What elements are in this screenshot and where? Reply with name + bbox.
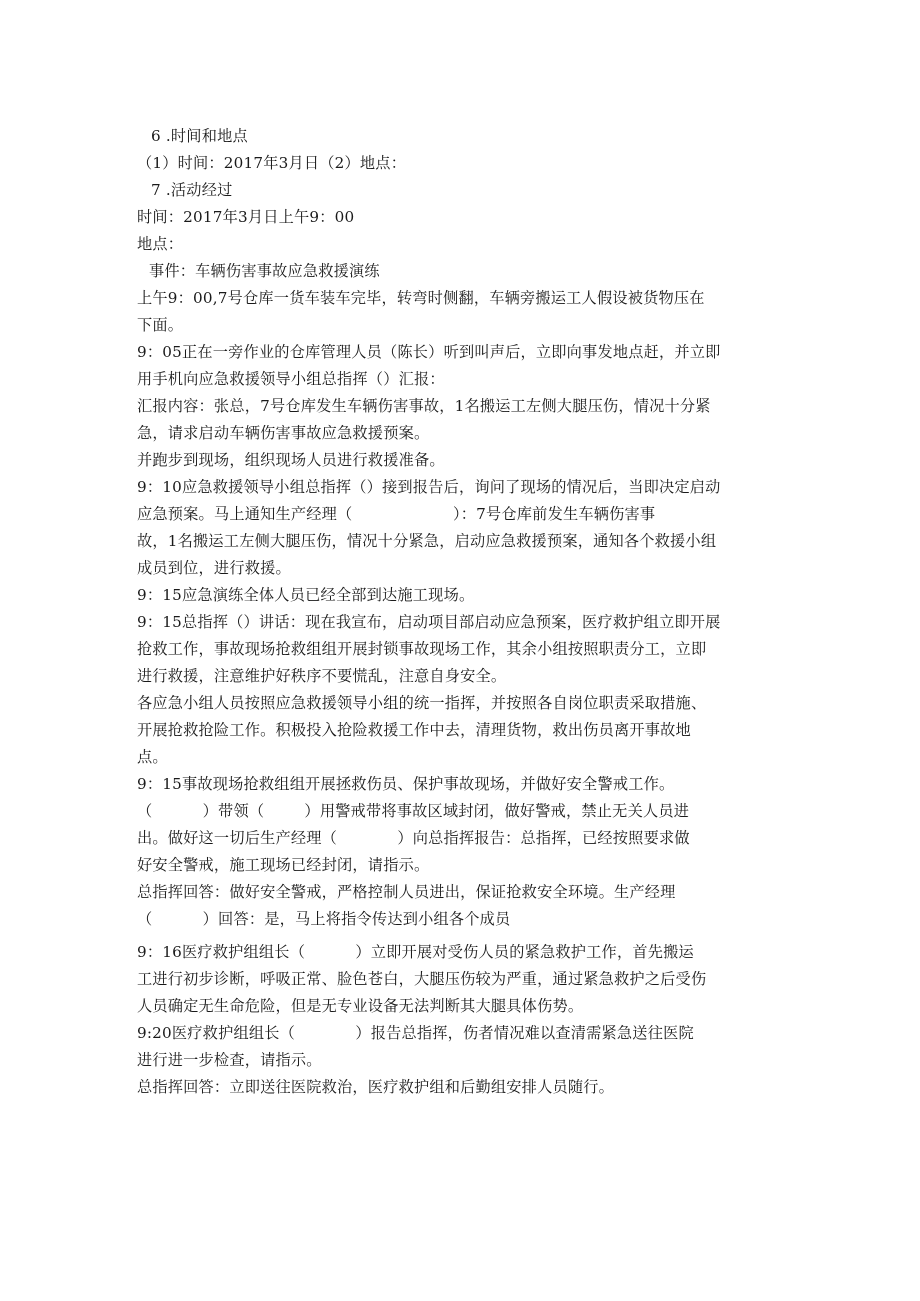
text-line: （1）时间：2017年3月日（2）地点： — [137, 154, 407, 172]
text-line: 出。做好这一切后生产经理（ ）向总指挥报告：总指挥，已经按照要求做 — [137, 829, 690, 847]
text-line: （ ）回答：是，马上将指令传达到小组各个成员 — [137, 910, 511, 928]
text-line: 时间：2017年3月日上午9：00 — [137, 208, 355, 226]
text-line: 急，请求启动车辆伤害事故应急救援预案。 — [137, 424, 430, 442]
section-heading-time-place: 6 .时间和地点 — [151, 127, 248, 145]
text-line: 9：15总指挥（）讲话：现在我宣布，启动项目部启动应急预案，医疗救护组立即开展 — [137, 613, 721, 631]
text-line: 用手机向应急救援领导小组总指挥（）汇报： — [137, 370, 445, 388]
text-line: 好安全警戒，施工现场已经封闭，请指示。 — [137, 856, 430, 874]
text-line: 并跑步到现场，组织现场人员进行救援准备。 — [137, 451, 445, 469]
text-line: 进行救援，注意维护好秩序不要慌乱，注意自身安全。 — [137, 667, 507, 685]
text-line: 汇报内容：张总，7号仓库发生车辆伤害事故，1名搬运工左侧大腿压伤，情况十分紧 — [137, 397, 711, 415]
text-line: 9：16医疗救护组组长（ ）立即开展对受伤人员的紧急救护工作，首先搬运 — [137, 943, 694, 961]
text-line: 总指挥回答：做好安全警戒，严格控制人员进出，保证抢救安全环境。生产经理 — [137, 883, 676, 901]
text-line: 上午9：00,7号仓库一货车装车完毕，转弯时侧翻，车辆旁搬运工人假设被货物压在 — [137, 289, 705, 307]
text-line: 总指挥回答：立即送往医院救治，医疗救护组和后勤组安排人员随行。 — [137, 1078, 615, 1096]
text-line: 点。 — [137, 748, 168, 766]
text-line: 9:20医疗救护组组长（ ）报告总指挥，伤者情况难以查清需紧急送往医院 — [137, 1024, 694, 1042]
text-line: 下面。 — [137, 316, 184, 334]
text-line: 人员确定无生命危险，但是无专业设备无法判断其大腿具体伤势。 — [137, 997, 584, 1015]
text-line: 9：05正在一旁作业的仓库管理人员（陈长）听到叫声后，立即向事发地点赶，并立即 — [137, 343, 721, 361]
text-line: 应急预案。马上通知生产经理（ ）：7号仓库前发生车辆伤害事 — [137, 505, 656, 523]
text-line: 抢救工作，事故现场抢救组组开展封锁事故现场工作，其余小组按照职责分工，立即 — [137, 640, 707, 658]
text-line: 9：10应急救援领导小组总指挥（）接到报告后，询问了现场的情况后，当即决定启动 — [137, 478, 721, 496]
text-line: （ ）带领（ ）用警戒带将事故区域封闭，做好警戒，禁止无关人员进 — [137, 802, 690, 820]
text-line: 故，1名搬运工左侧大腿压伤，情况十分紧急，启动应急救援预案，通知各个救援小组 — [137, 532, 717, 550]
text-line: 成员到位，进行救援。 — [137, 559, 291, 577]
section-heading-activity: 7 .活动经过 — [151, 181, 233, 199]
text-line: 开展抢救抢险工作。积极投入抢险救援工作中去，清理货物，救出伤员离开事故地 — [137, 721, 691, 739]
text-line: 事件：车辆伤害事故应急救援演练 — [149, 262, 380, 280]
text-line: 进行进一步检查，请指示。 — [137, 1051, 322, 1069]
text-line: 9：15应急演练全体人员已经全部到达施工现场。 — [137, 586, 475, 604]
document-body — [137, 123, 787, 1101]
text-line: 地点： — [137, 235, 184, 253]
text-line: 各应急小组人员按照应急救援领导小组的统一指挥，并按照各自岗位职责采取措施、 — [137, 694, 707, 712]
text-line: 9：15事故现场抢救组组开展拯救伤员、保护事故现场，并做好安全警戒工作。 — [137, 775, 675, 793]
text-line: 工进行初步诊断，呼吸正常、脸色苍白，大腿压伤较为严重，通过紧急救护之后受伤 — [137, 970, 707, 988]
